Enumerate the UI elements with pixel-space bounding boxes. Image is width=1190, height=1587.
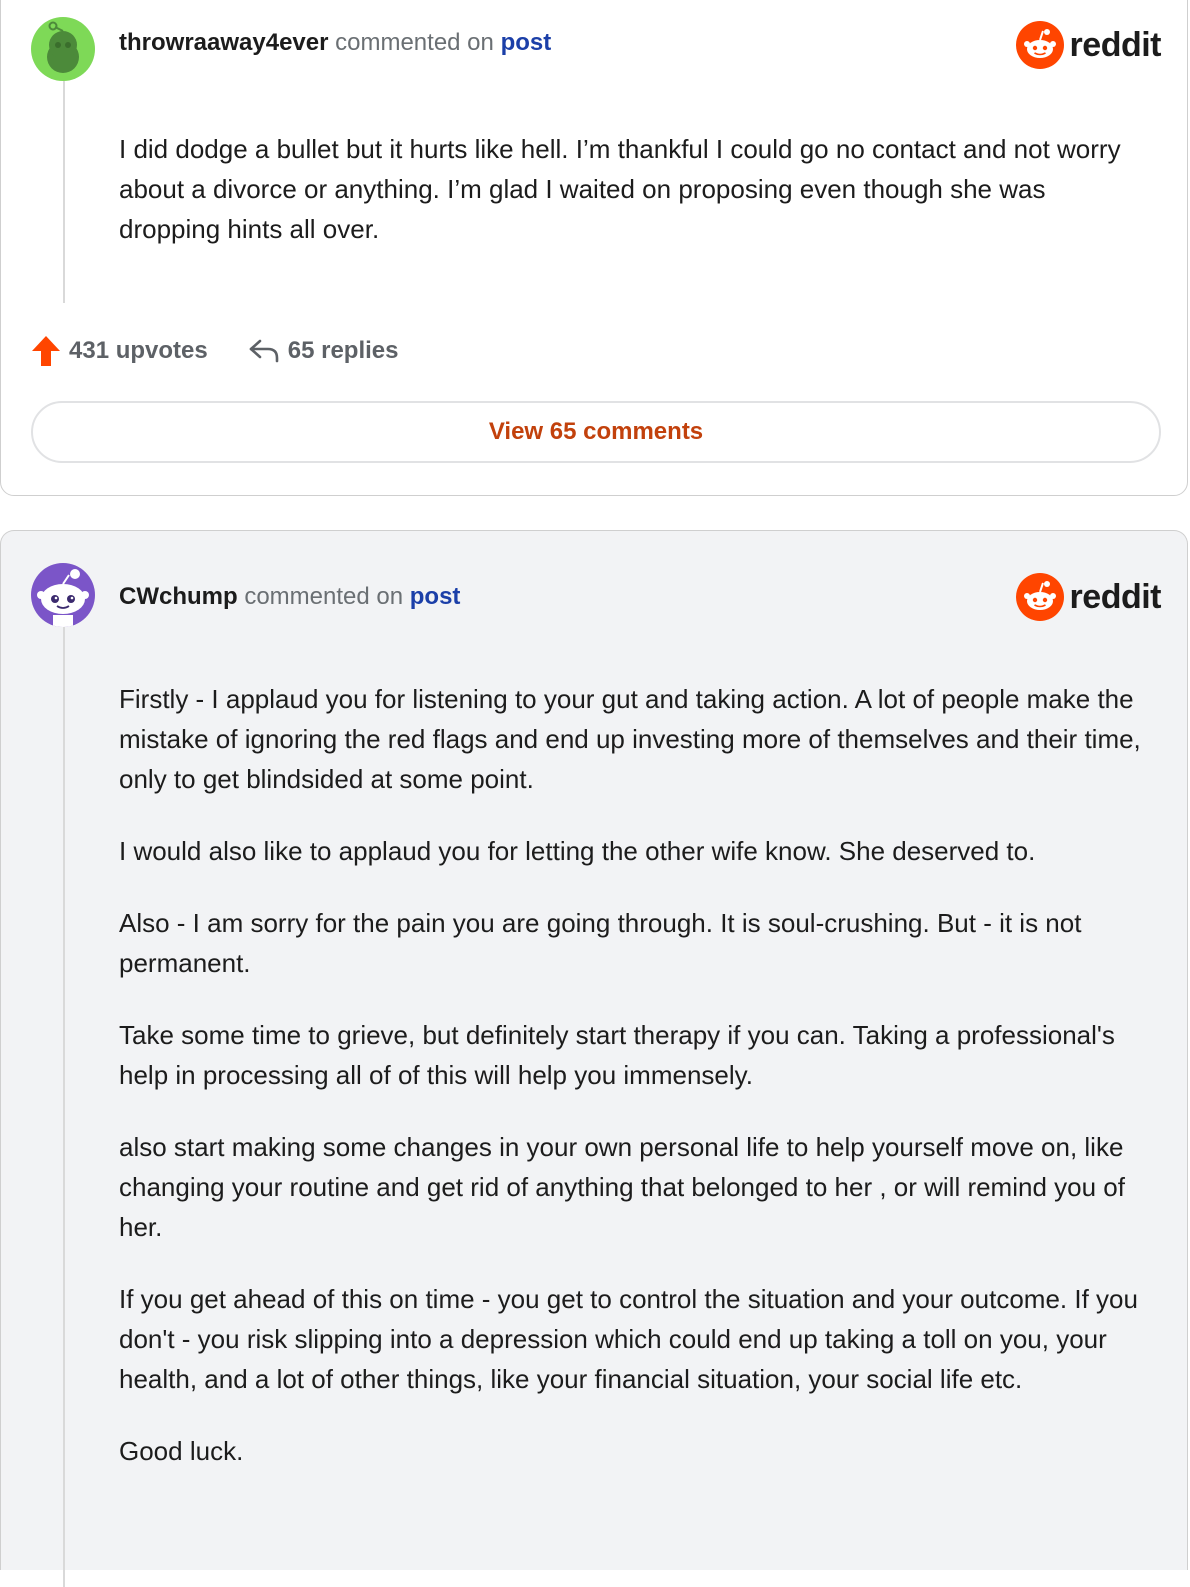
replies-count: 65 replies xyxy=(287,337,399,364)
reddit-logo[interactable] xyxy=(1016,573,1161,621)
snoo-avatar-green-icon[interactable] xyxy=(31,17,95,81)
reddit-wordmark: reddit xyxy=(1069,25,1161,64)
upvote-arrow-icon xyxy=(31,335,61,367)
thread-line xyxy=(63,73,65,303)
post-link[interactable]: post xyxy=(500,29,552,56)
reddit-snoo-icon xyxy=(1016,21,1064,69)
comment-card xyxy=(0,530,1188,1570)
comment-paragraph: Good luck. xyxy=(119,1436,244,1466)
comment-header xyxy=(119,29,551,57)
snoo-avatar-purple-icon[interactable] xyxy=(31,563,95,627)
comment-paragraph: Also - I am sorry for the pain you are going through. It is soul-crushing. But - it is not permanent. xyxy=(119,908,1082,978)
comment-body xyxy=(119,679,1149,1503)
comment-paragraph: I did dodge a bullet but it hurts like hell. I’m thankful I could go no contact and not worry about a divorce or anything. I’m glad I waited on proposing even though she was dropping hints all over. xyxy=(119,134,1121,244)
comment-card xyxy=(0,0,1188,496)
replies-button[interactable] xyxy=(248,337,399,365)
comment-paragraph: Take some time to grieve, but definitely start therapy if you can. Taking a professional's help in processing all of of this will help you immensely. xyxy=(119,1020,1115,1090)
upvote-button[interactable] xyxy=(31,335,208,367)
comment-paragraph: If you get ahead of this on time - you get to control the situation and your outcome. If you don't - you risk slipping into a depression which could end up taking a toll on you, your health, and a lot of other things, like your financial situation, your social life etc. xyxy=(119,1284,1138,1394)
comment-paragraph: I would also like to applaud you for letting the other wife know. She deserved to. xyxy=(119,836,1036,866)
commented-on-text: commented on xyxy=(244,583,404,610)
reddit-snoo-icon xyxy=(1016,573,1064,621)
username[interactable]: throwraaway4ever xyxy=(119,29,329,56)
comment-paragraph: also start making some changes in your own personal life to help yourself move on, like changing your routine and get rid of anything that belonged to her , or will remind you of her. xyxy=(119,1132,1125,1242)
reddit-logo[interactable] xyxy=(1016,21,1161,69)
thread-line xyxy=(63,627,65,1587)
reply-arrow-icon xyxy=(248,337,280,365)
commented-on-text: commented on xyxy=(335,29,494,56)
comment-actions xyxy=(31,335,398,367)
reddit-wordmark: reddit xyxy=(1069,577,1161,616)
username[interactable]: CWchump xyxy=(119,583,238,610)
comment-paragraph: Firstly - I applaud you for listening to your gut and taking action. A lot of people make the mistake of ignoring the red flags and end up investing more of themselves and their time, only to get blindsided at some point. xyxy=(119,684,1141,794)
view-comments-button[interactable]: View 65 comments xyxy=(31,401,1161,463)
post-link[interactable]: post xyxy=(409,583,461,610)
comment-body xyxy=(119,129,1149,281)
comment-header xyxy=(119,583,460,611)
upvote-count: 431 upvotes xyxy=(69,337,208,364)
